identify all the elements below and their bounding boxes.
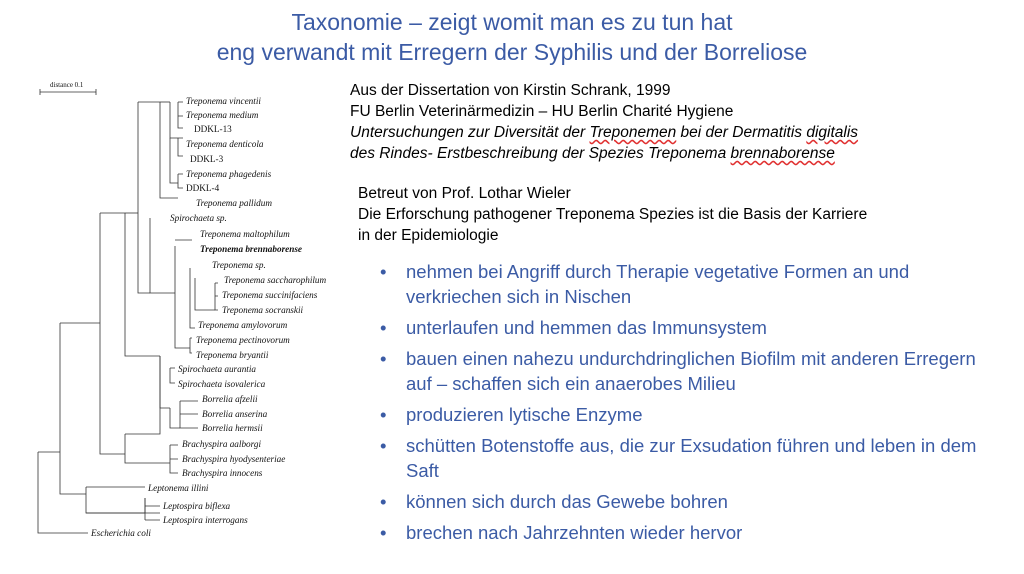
taxon-label: Leptospira biflexa bbox=[163, 501, 231, 511]
bullet-marker: • bbox=[380, 522, 387, 543]
taxon-label: Escherichia coli bbox=[91, 528, 151, 538]
slide-title-line-1: Taxonomie – zeigt womit man es zu tun hat bbox=[291, 9, 733, 35]
source-line-2: FU Berlin Veterinärmedizin – HU Berlin Charité Hygiene bbox=[350, 103, 734, 120]
supervisor-line-1: Betreut von Prof. Lothar Wieler bbox=[358, 185, 571, 202]
text-segment: Treponemen bbox=[589, 124, 677, 141]
taxon-label: Treponema succinifaciens bbox=[222, 290, 318, 300]
bullet-marker: • bbox=[380, 348, 387, 369]
bullet-item bbox=[380, 433, 1000, 483]
slide-title-line-2: eng verwandt mit Erregern der Syphilis und der Borreliose bbox=[216, 39, 808, 65]
bullet-item bbox=[380, 489, 1000, 514]
taxon-label: Treponema amylovorum bbox=[198, 320, 288, 330]
taxon-label: Treponema socranskii bbox=[222, 305, 304, 315]
taxon-label: Treponema medium bbox=[186, 110, 259, 120]
taxon-label: Treponema maltophilum bbox=[200, 229, 290, 239]
bullet-text: bauen einen nahezu undurchdringlichen Biofilm mit anderen Erregern auf – schaffen sich ein anaerobes Milieu bbox=[406, 348, 976, 394]
text-segment: bei der Dermatitis bbox=[676, 124, 807, 141]
taxon-label: Treponema denticola bbox=[186, 139, 264, 149]
bullet-item bbox=[380, 315, 1000, 340]
bullet-item bbox=[380, 259, 1000, 309]
text-segment: digitalis bbox=[806, 124, 859, 141]
taxon-label: Treponema sp. bbox=[212, 260, 266, 270]
bullet-marker: • bbox=[380, 317, 387, 338]
text-segment: Untersuchungen zur Diversität der bbox=[350, 124, 590, 141]
source-line-1: Aus der Dissertation von Kirstin Schrank, 1999 bbox=[350, 82, 671, 99]
bullet-text: unterlaufen und hemmen das Immunsystem bbox=[406, 317, 767, 338]
taxon-label: Leptonema illini bbox=[148, 483, 209, 493]
supervisor-line-2: Die Erforschung pathogener Treponema Spezies ist die Basis der Karriere bbox=[358, 206, 868, 223]
bullet-item bbox=[380, 520, 1000, 545]
bullet-item bbox=[380, 346, 1000, 396]
text-segment: des Rindes- Erstbeschreibung der Spezies Treponema bbox=[350, 145, 731, 162]
bullet-item bbox=[380, 402, 1000, 427]
taxon-label: Treponema saccharophilum bbox=[224, 275, 327, 285]
bullet-text: brechen nach Jahrzehnten wieder hervor bbox=[406, 522, 743, 543]
text-segment: brennaborense bbox=[730, 145, 835, 162]
taxon-label: Borrelia hermsii bbox=[202, 423, 263, 433]
taxon-label: Brachyspira hyodysenteriae bbox=[182, 454, 286, 464]
taxon-label: Treponema brennaborense bbox=[200, 244, 302, 254]
bullet-list bbox=[380, 259, 1000, 551]
taxon-label: Brachyspira innocens bbox=[182, 468, 263, 478]
bullet-text: nehmen bei Angriff durch Therapie vegetative Formen an und verkriechen sich in Nischen bbox=[406, 261, 910, 307]
taxon-label: DDKL-3 bbox=[190, 154, 224, 164]
taxon-label: Spirochaeta sp. bbox=[170, 213, 227, 223]
taxa-labels bbox=[90, 96, 327, 538]
source-line-3 bbox=[350, 122, 858, 143]
bullet-text: können sich durch das Gewebe bohren bbox=[406, 491, 728, 512]
taxon-label: Treponema phagedenis bbox=[186, 169, 272, 179]
taxon-label: Treponema vincentii bbox=[186, 96, 261, 106]
scale-bar-label: distance 0.1 bbox=[50, 81, 84, 89]
source-line-4 bbox=[350, 143, 858, 164]
supervisor-info bbox=[358, 183, 867, 246]
taxon-label: DDKL-13 bbox=[194, 124, 232, 134]
bullet-marker: • bbox=[380, 261, 387, 282]
taxon-label: Borrelia afzelii bbox=[202, 394, 258, 404]
bullet-marker: • bbox=[380, 404, 387, 425]
scale-bar bbox=[40, 81, 96, 95]
bullet-text: schütten Botenstoffe aus, die zur Exsudation führen und leben in dem Saft bbox=[406, 435, 977, 481]
source-info bbox=[350, 80, 858, 164]
taxon-label: Treponema pectinovorum bbox=[196, 335, 290, 345]
supervisor-line-3: in der Epidemiologie bbox=[358, 227, 499, 244]
phylogenetic-tree bbox=[0, 78, 345, 548]
bullet-text: produzieren lytische Enzyme bbox=[406, 404, 643, 425]
taxon-label: Spirochaeta isovalerica bbox=[178, 379, 266, 389]
taxon-label: Leptospira interrogans bbox=[163, 515, 248, 525]
taxon-label: Treponema pallidum bbox=[196, 198, 272, 208]
taxon-label: Brachyspira aalborgi bbox=[182, 439, 262, 449]
taxon-label: Spirochaeta aurantia bbox=[178, 364, 257, 374]
taxon-label: Borrelia anserina bbox=[202, 409, 268, 419]
bullet-marker: • bbox=[380, 435, 387, 456]
bullet-marker: • bbox=[380, 491, 387, 512]
taxon-label: Treponema bryantii bbox=[196, 350, 269, 360]
taxon-label: DDKL-4 bbox=[186, 183, 220, 193]
